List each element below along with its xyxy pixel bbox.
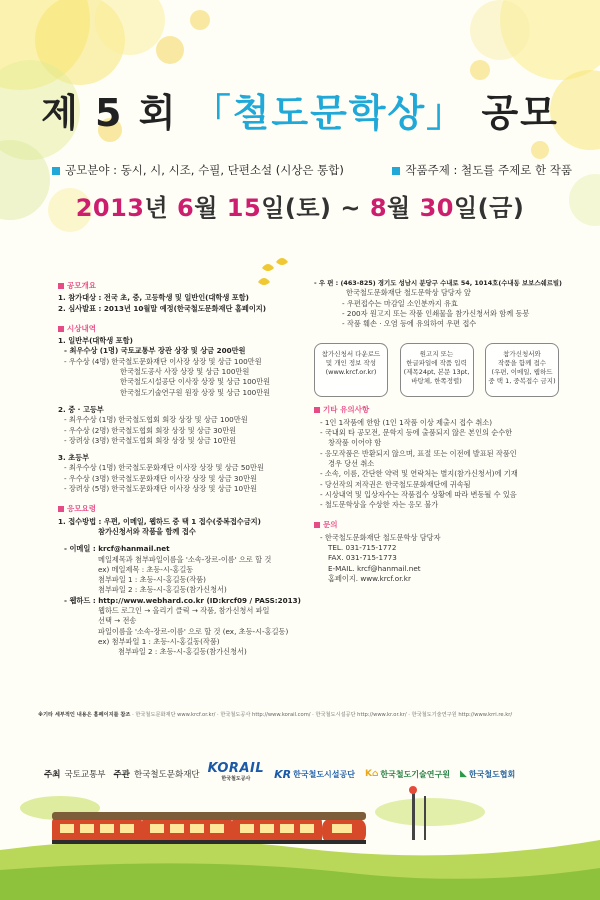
- award-line: - 최우수상 (1명) 국토교통부 장관 상장 및 상금 200만원: [64, 346, 246, 356]
- award-line: - 최우수상 (1명) 한국철도문화재단 이사장 상장 및 상금 50만원: [64, 463, 264, 473]
- email-heading: [58, 544, 308, 554]
- section-apply-heading: [58, 504, 308, 514]
- award-line: - 우수상 (4명) 한국철도문화재단 이사장 상장 및 상금 100만원: [64, 356, 262, 366]
- korail-logo: [207, 761, 265, 784]
- date-start-month: 6: [177, 194, 195, 222]
- bullet-square-icon: [52, 167, 60, 175]
- sponsor-bar: [44, 763, 564, 785]
- email-address: - 이메일 : krcf@hanmail.net: [64, 544, 170, 554]
- step-text: 참가신청서와: [503, 350, 541, 359]
- contest-theme-text: 작품주제 : 철도를 주제로 한 작품: [405, 163, 572, 177]
- title-highlight: 「철도문학상」: [192, 91, 467, 135]
- webhard-line: 웹하드 로그인 → 올리기 클릭 → 작품, 참가신청서 파일: [98, 606, 270, 616]
- section-marker-icon: [58, 326, 64, 332]
- date-end-day-unit: 일(금): [453, 194, 525, 222]
- host-label: 주최: [44, 770, 61, 780]
- section-contact-title: 문의: [323, 520, 338, 530]
- krk-logo-mark: ◣: [459, 769, 467, 779]
- contact-email[interactable]: E-MAIL. krcf@hanmail.net: [328, 563, 421, 573]
- award-line: 한국철도기술연구원 원장 상장 및 상금 100만원: [120, 387, 271, 397]
- section-contact-heading: [314, 520, 559, 530]
- post-line: - 우편접수는 마감일 소인분까지 유효: [342, 298, 458, 308]
- section-marker-icon: [58, 283, 64, 289]
- contest-meta: [52, 162, 572, 178]
- award-line: - 우수상 (2명) 한국철도협회 회장 상장 및 상금 30만원: [64, 425, 237, 435]
- award-line: - 우수상 (3명) 한국철도문화재단 이사장 상장 및 상금 30만원: [64, 473, 257, 483]
- webhard-line: 선택 → 전송: [98, 616, 137, 626]
- email-line: 메일제목과 첨부파일이름을 '소속-장르-이름' 으로 할 것: [98, 554, 272, 564]
- step-text: 중 택 1, 중복접수 금지): [488, 377, 556, 386]
- webhard-url: - 웹하드 : http://www.webhard.co.kr (ID:krcf09 / PASS:2013): [64, 595, 301, 605]
- webhard-line: 첨부파일 2 : 초등-시-홍길동(참가신청서): [118, 647, 247, 657]
- note-line: - 국내외 타 공모전, 문학지 등에 출품되지 않은 본인의 순수한: [320, 428, 513, 438]
- post-line: - 작품 훼손 · 오염 등에 유의하여 우편 접수: [342, 319, 477, 329]
- apply-method: 1. 접수방법 : 우편, 이메일, 웹하드 중 택 1 접수(중복접수금지): [58, 516, 261, 526]
- step-text: 한글파일에 작품 입력: [406, 359, 467, 368]
- webhard-heading: [58, 596, 308, 606]
- page-title: [0, 82, 600, 137]
- section-marker-icon: [314, 522, 320, 528]
- date-start-day-unit: 일(토): [261, 194, 332, 222]
- webhard-line: ex) 첨부파일 1 : 초등-시-홍길동(작품): [98, 636, 220, 646]
- section-overview-title: 공모개요: [67, 281, 96, 290]
- date-start-month-unit: 월: [194, 194, 227, 222]
- section-awards-heading: [58, 324, 308, 334]
- contact-line: - 한국철도문화재단 철도문학상 담당자: [320, 532, 441, 542]
- award-line: 한국철도공사 사장 상장 및 상금 100만원: [120, 367, 250, 377]
- email-line: 첨부파일 2 : 초등-시-홍길동(참가신청서): [98, 585, 227, 595]
- note-line: 창작품 이어야 함: [328, 438, 382, 448]
- section-overview-heading: [58, 281, 308, 291]
- contest-field-text: 공모분야 : 동시, 시, 시조, 수필, 단편소설 (시상은 통합): [65, 163, 344, 177]
- contact-fax: FAX. 031-715-1773: [328, 553, 397, 563]
- date-tilde: ~: [331, 194, 370, 222]
- krk-logo-text: 한국철도협회: [468, 769, 516, 779]
- step-box-submit: [485, 343, 559, 397]
- note-line: - 응모작품은 반환되지 않으며, 표절 또는 이전에 발표된 작품인: [320, 448, 517, 458]
- section-notes-title: 기타 유의사항: [323, 405, 370, 415]
- post-line: 한국철도문화재단 철도문학상 담당자 앞: [346, 288, 471, 298]
- section-apply-title: 응모요령: [67, 504, 96, 514]
- step-text: 바탕체, 한쪽정렬): [411, 377, 462, 386]
- contest-theme: [392, 162, 572, 178]
- note-line: - 철도문학상을 수상한 자는 응모 불가: [320, 500, 439, 510]
- kri-logo: [365, 769, 450, 780]
- webhard-line: 파일이름을 '소속-장르-이름' 으로 할 것 (ex, 초등-시-홍길동): [98, 626, 289, 636]
- step-text: 참가신청서 다운로드: [321, 350, 381, 359]
- kri-logo-text: 한국철도기술연구원: [380, 769, 450, 779]
- kr-logo-text: 한국철도시설공단: [293, 769, 355, 779]
- step-text: 작품을 함께 접수: [497, 359, 547, 368]
- step-text: 원고지 또는: [419, 350, 454, 359]
- korail-logo-subtext: 한국철도공사: [221, 776, 251, 782]
- process-steps: [314, 343, 559, 397]
- post-address: - 우 편 : (463-825) 경기도 성남시 분당구 수내로 54, 1014호(수내동 보보스쉐르빌): [314, 279, 562, 287]
- contact-homepage[interactable]: 홈페이지. www.krcf.or.kr: [328, 573, 411, 583]
- award-line: - 장려상 (5명) 한국철도문화재단 이사장 상장 및 상금 10만원: [64, 484, 257, 494]
- note-line: - 소속, 이름, 간단한 약력 및 연락처는 별지(참가신청서)에 기재: [320, 469, 518, 479]
- right-column: [314, 278, 562, 584]
- bullet-square-icon: [392, 167, 400, 175]
- step-box-download: [314, 343, 388, 397]
- contact-phone: TEL. 031-715-1772: [328, 543, 397, 553]
- step-text: (www.krcf.or.kr): [325, 368, 377, 377]
- kr-logo-mark: KR: [274, 767, 292, 781]
- awards-elem-heading: 3. 초등부: [58, 453, 90, 463]
- date-end-month-unit: 월: [387, 194, 420, 222]
- email-line: 첨부파일 1 : 초등-시-홍길동(작품): [98, 575, 206, 585]
- korail-logo-text: KORAIL: [207, 761, 265, 776]
- organizer-name: 한국철도문화재단: [133, 770, 200, 780]
- footnote: [38, 711, 578, 718]
- note-line: - 1인 1작품에 한함 (1인 1작품 이상 제출시 접수 취소): [320, 417, 493, 427]
- contest-field: [52, 162, 344, 178]
- date-year-unit: 년: [144, 194, 178, 222]
- title-suffix: 공모: [481, 91, 559, 135]
- footnote-links: · 한국철도문화재단 www.krcf.or.kr/ · 한국철도공사 http://www.korail.com/ · 한국철도시설공단 http://www.kr.or.kr/ · 한국철도기술연구원 http://www.krri.re.kr/: [132, 712, 513, 718]
- step-text: (우편, 이메일, 웹하드: [491, 368, 553, 377]
- contest-period: [0, 188, 600, 223]
- date-start-day: 15: [226, 194, 262, 222]
- title-prefix: 제 5 회: [41, 91, 178, 135]
- award-line: - 최우수상 (1명) 한국철도협회 회장 상장 및 상금 100만원: [64, 415, 248, 425]
- overview-line: 1. 참가대상 : 전국 초, 중, 고등학생 및 일반인(대학생 포함): [58, 293, 249, 303]
- date-end-month: 8: [369, 194, 388, 222]
- section-marker-icon: [314, 407, 320, 413]
- award-line: 한국철도시설공단 이사장 상장 및 상금 100만원: [120, 377, 271, 387]
- note-line: 경우 당선 취소: [328, 458, 375, 468]
- note-line: - 시상내역 및 입상자수는 작품접수 상황에 따라 변동될 수 있음: [320, 489, 517, 499]
- post-line: - 200자 원고지 또는 작품 인쇄물을 참가신청서와 함께 동봉: [342, 308, 530, 318]
- note-line: - 당선작의 저작권은 한국철도문화재단에 귀속됨: [320, 479, 471, 489]
- date-end-day: 30: [419, 194, 454, 222]
- footnote-label: ※기타 세부적인 내용은 홈페이지를 참조: [38, 712, 131, 718]
- section-awards-title: 시상내역: [67, 323, 96, 333]
- step-box-write: [400, 343, 474, 397]
- awards-general-heading: 1. 일반부(대학생 포함): [58, 336, 133, 346]
- award-line: - 장려상 (3명) 한국철도협회 회장 상장 및 상금 10만원: [64, 435, 237, 445]
- host-name: 국토교통부: [64, 770, 106, 780]
- overview-line: 2. 심사발표 : 2013년 10월말 예정(한국철도문화재단 홈페이지): [58, 303, 267, 313]
- apply-method-note: 참가신청서와 작품을 함께 접수: [98, 526, 196, 536]
- post-line-1: [314, 278, 562, 288]
- email-line: ex) 메일제목 : 초등-시-홍길동: [98, 564, 194, 574]
- organizer-label: 주관: [113, 770, 130, 780]
- step-text: 및 개인 정보 작성: [325, 359, 377, 368]
- kr-logo: [274, 768, 355, 781]
- date-year: 2013: [75, 194, 145, 222]
- left-column: [58, 278, 308, 658]
- kri-logo-mark: K⌂: [364, 769, 379, 779]
- step-text: (제목24pt, 본문 13pt,: [403, 368, 470, 377]
- krk-logo: [460, 769, 515, 780]
- section-notes-heading: [314, 405, 559, 415]
- section-marker-icon: [58, 506, 64, 512]
- awards-mid-heading: 2. 중 · 고등부: [58, 404, 104, 414]
